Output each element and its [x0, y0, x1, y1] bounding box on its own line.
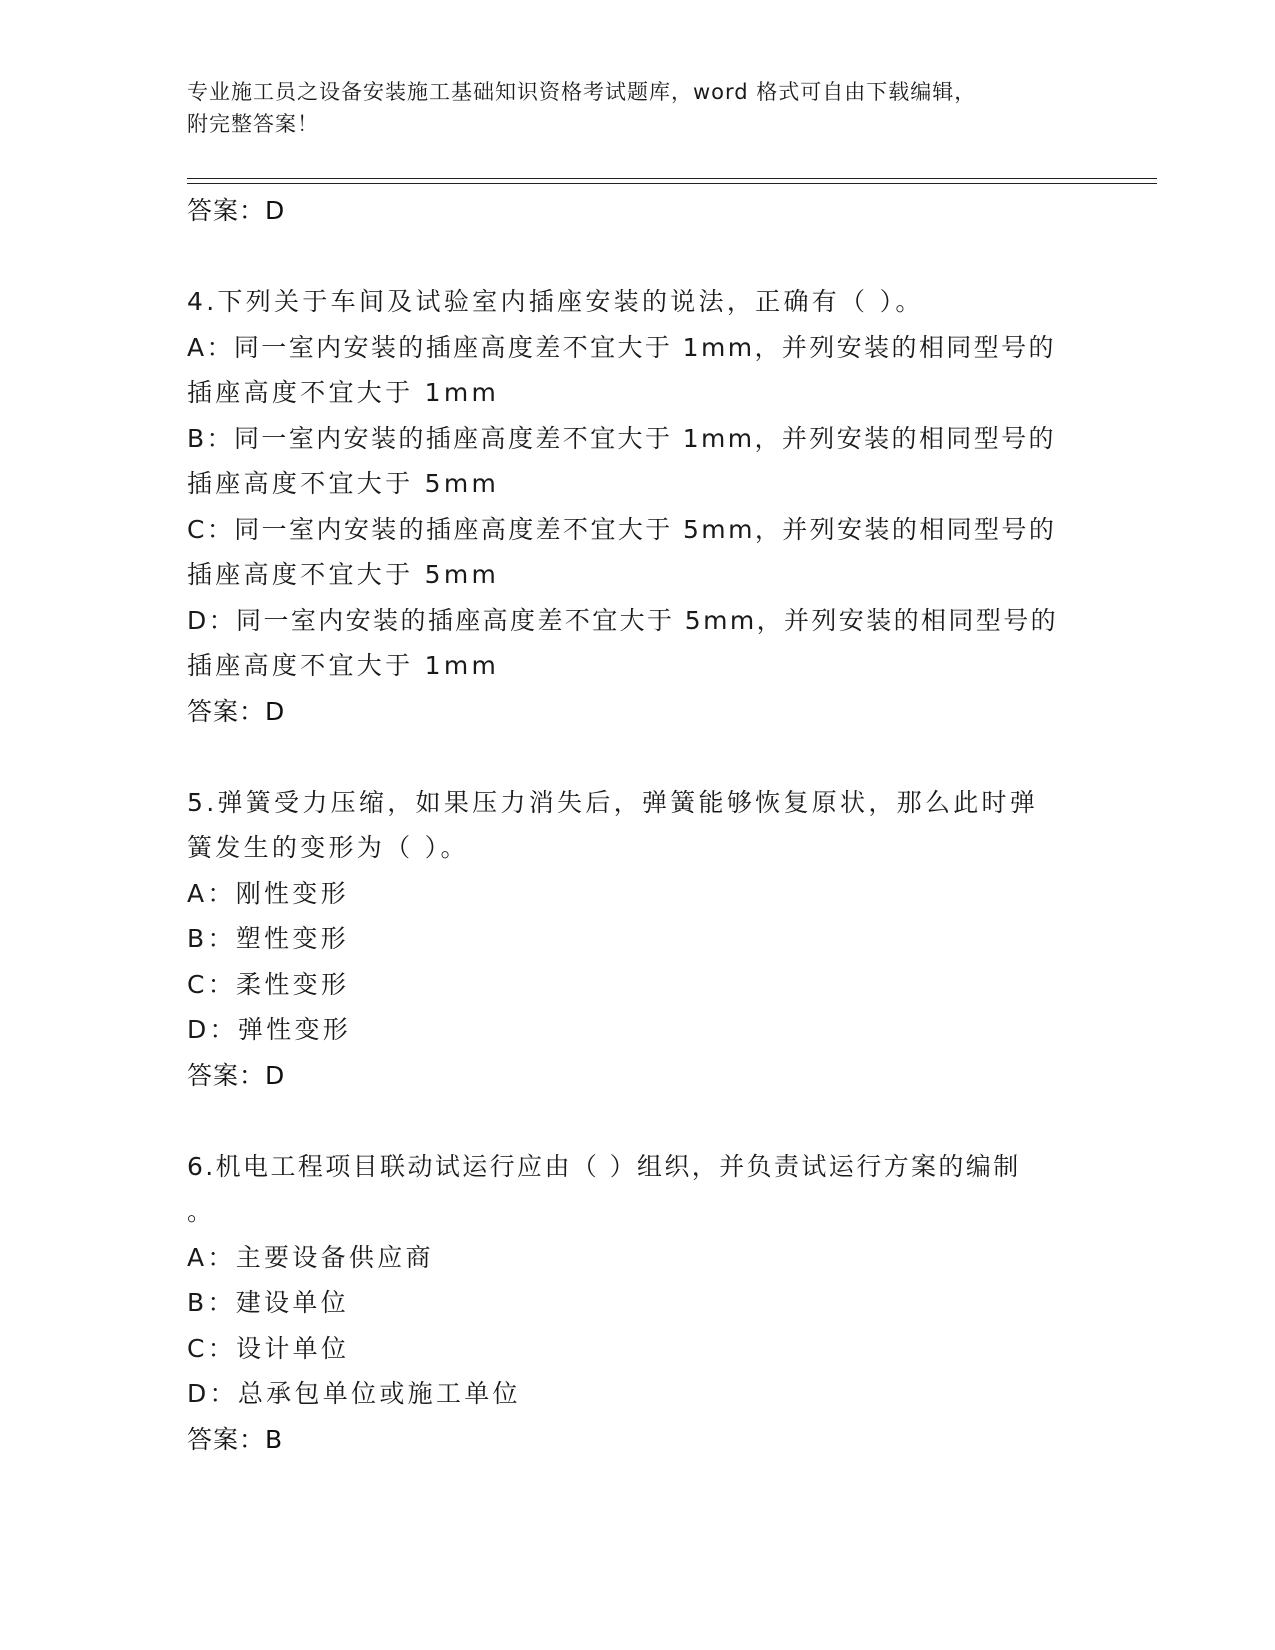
question-stem: 簧发生的变形为（ ）。 — [187, 833, 469, 862]
question-block — [187, 1144, 1087, 1463]
answer-line: 答案：D — [187, 1060, 286, 1090]
option-line: B：同一室内安装的插座高度差不宜大于 1mm，并列安装的相同型号的 — [187, 423, 1056, 453]
option-b: B：建设单位 — [187, 1288, 349, 1317]
answer-line: 答案：D — [187, 696, 286, 726]
header-divider-bottom — [187, 183, 1157, 184]
option-line: 插座高度不宜大于 5mm — [187, 560, 500, 589]
option-d: D：弹性变形 — [187, 1015, 352, 1044]
option-line: 插座高度不宜大于 5mm — [187, 469, 500, 498]
option-a: A：主要设备供应商 — [187, 1242, 434, 1272]
spacer — [187, 234, 1087, 280]
option-a — [187, 325, 1087, 416]
question-stem: 。 — [187, 1197, 216, 1226]
option-d: D：总承包单位或施工单位 — [187, 1379, 521, 1408]
question-block — [187, 279, 1087, 734]
option-line: D：同一室内安装的插座高度差不宜大于 5mm，并列安装的相同型号的 — [187, 605, 1059, 635]
option-c: C：柔性变形 — [187, 969, 350, 999]
question-stem: 5.弹簧受力压缩，如果压力消失后，弹簧能够恢复原状，那么此时弹 — [187, 787, 1039, 817]
option-a: A：刚性变形 — [187, 878, 349, 908]
header-line-1: 专业施工员之设备安装施工基础知识资格考试题库，word 格式可自由下载编辑， — [187, 80, 977, 104]
header-divider-top — [187, 178, 1157, 179]
question-block — [187, 780, 1087, 1099]
option-d — [187, 598, 1087, 689]
answer-line: 答案：D — [187, 196, 286, 225]
option-b — [187, 416, 1087, 507]
question-stem: 6.机电工程项目联动试运行应由（ ）组织，并负责试运行方案的编制 — [187, 1151, 1021, 1181]
option-line: C：同一室内安装的插座高度差不宜大于 5mm，并列安装的相同型号的 — [187, 514, 1057, 544]
document-header — [187, 76, 1087, 140]
option-line: 插座高度不宜大于 1mm — [187, 651, 500, 680]
spacer — [187, 1098, 1087, 1144]
document-body — [187, 188, 1087, 1462]
option-c — [187, 507, 1087, 598]
answer-line: 答案：B — [187, 1424, 284, 1454]
spacer — [187, 734, 1087, 780]
option-b: B：塑性变形 — [187, 924, 349, 953]
option-c: C：设计单位 — [187, 1333, 350, 1363]
option-line: 插座高度不宜大于 1mm — [187, 378, 500, 407]
question-stem: 4.下列关于车间及试验室内插座安装的说法，正确有（ ）。 — [187, 287, 924, 316]
header-line-2: 附完整答案！ — [187, 112, 319, 136]
option-line: A：同一室内安装的插座高度差不宜大于 1mm，并列安装的相同型号的 — [187, 332, 1056, 362]
